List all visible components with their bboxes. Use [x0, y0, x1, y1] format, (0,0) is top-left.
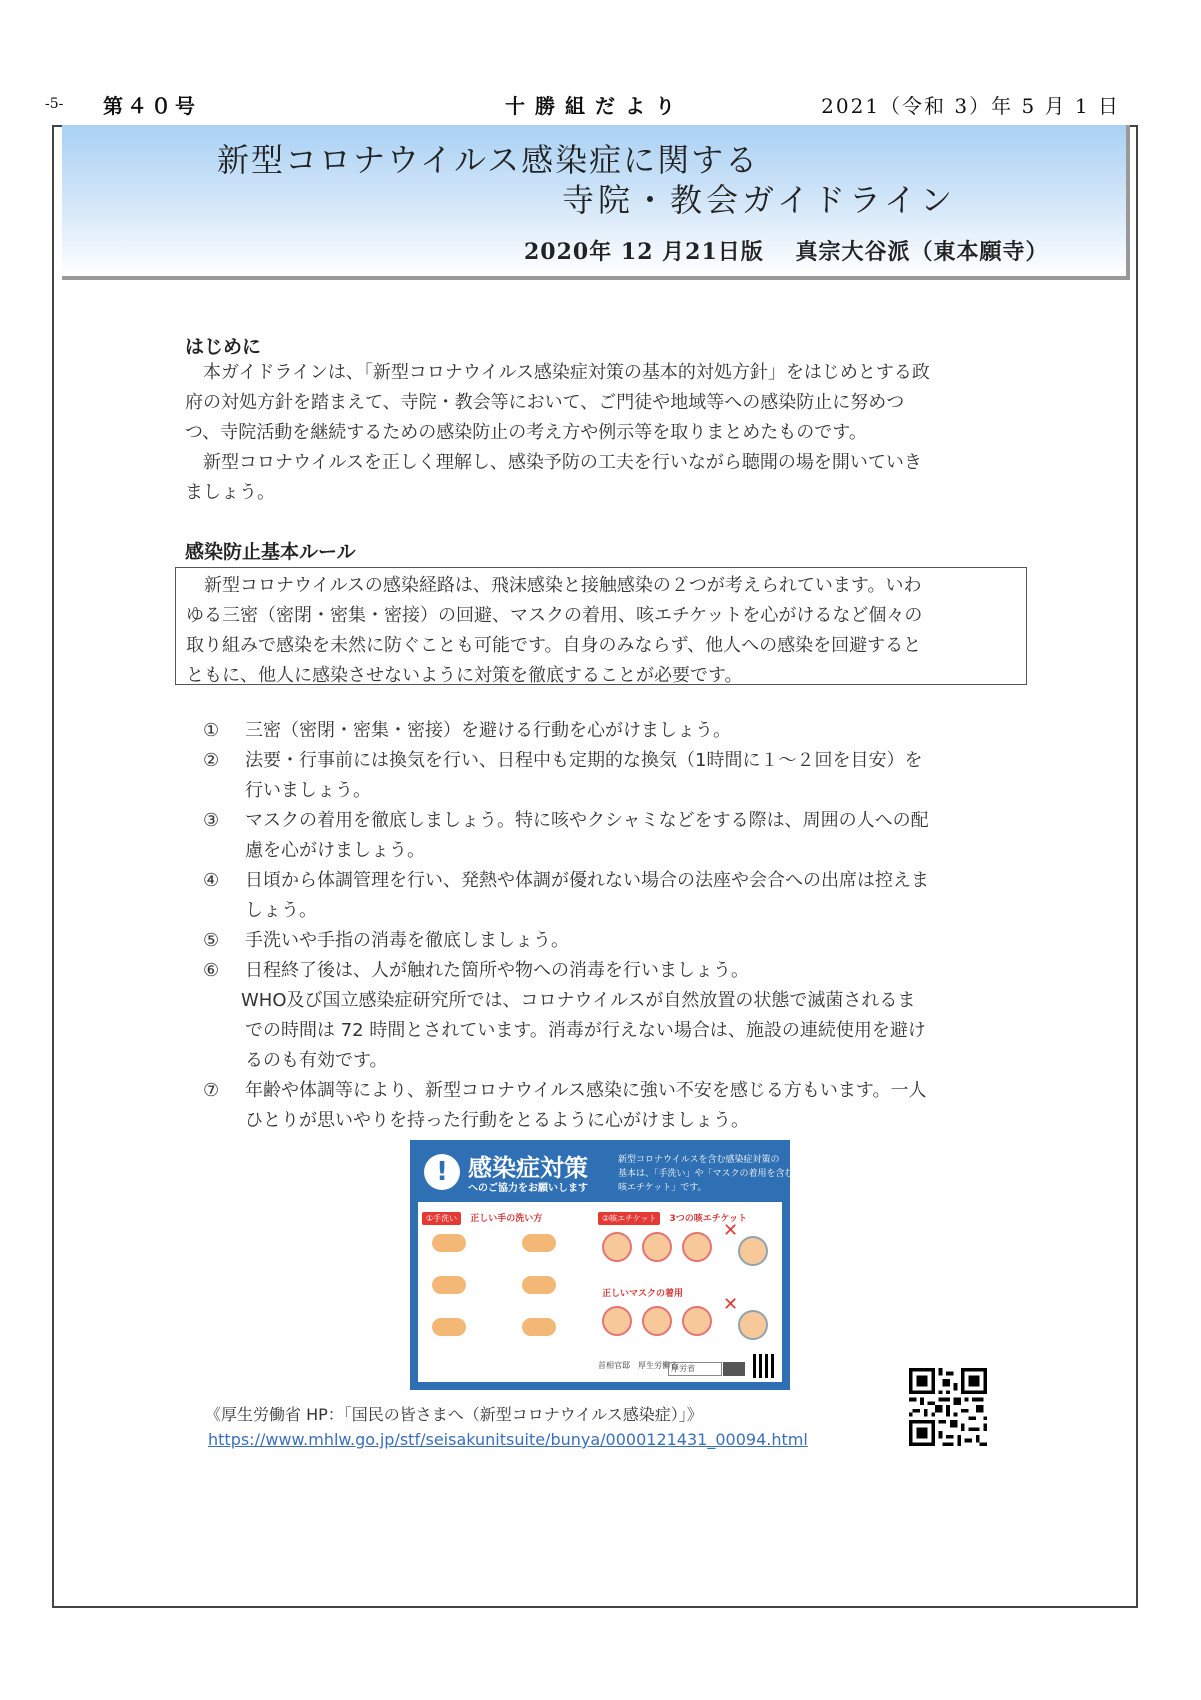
issue-date: 2021（令和 3）年 5 月 1 日: [821, 94, 1120, 118]
rules-heading: 感染防止基本ルール: [185, 541, 356, 563]
rules-list: [203, 716, 1043, 1136]
source-link[interactable]: https://www.mhlw.go.jp/stf/seisakunitsuite/bunya/0000121431_00094.html: [208, 1430, 808, 1449]
title-line-1: 新型コロナウイルス感染症に関する: [217, 141, 760, 179]
rules-box-line: 取り組みで感染を未然に防ぐことも可能です。自身のみならず、他人への感染を回避すると: [186, 635, 922, 656]
rules-box-line: ともに、他人に感染させないように対策を徹底することが必要です。: [186, 665, 743, 686]
item-text: マスクの着用を徹底しましょう。特に咳やクシャミなどをする際は、周囲の人への配: [245, 810, 929, 831]
child-icon: [738, 1310, 768, 1340]
poster-search-box: 厚労省: [668, 1362, 722, 1376]
list-item: [203, 866, 1043, 926]
infection-control-poster: [410, 1140, 794, 1390]
intro-line: 府の対処方針を踏まえて、寺院・教会等において、ご門徒や地域等への感染防止に努めつ: [185, 392, 905, 413]
page-header: [45, 90, 1120, 122]
hand-icon: [522, 1276, 556, 1294]
item-text: ひとりが思いやりを持った行動をとるように心がけましょう。: [245, 1110, 749, 1131]
intro-heading: はじめに: [185, 336, 262, 358]
cough-tag: ②咳エチケット: [598, 1212, 660, 1225]
child-icon: [738, 1236, 768, 1266]
item-number: ②: [203, 750, 220, 771]
list-item: [203, 806, 1043, 866]
hand-icon: [522, 1318, 556, 1336]
handwash-tag: ①手洗い: [422, 1212, 461, 1225]
hand-icon: [432, 1234, 466, 1252]
poster-qr-icon: [753, 1354, 777, 1378]
child-icon: [602, 1232, 632, 1262]
child-icon: [682, 1232, 712, 1262]
list-item: [203, 746, 1043, 806]
child-icon: [682, 1306, 712, 1336]
item-number: ④: [203, 870, 220, 891]
poster-desc: 新型コロナウイルスを含む感染症対策の: [618, 1155, 780, 1165]
intro-line: 本ガイドラインは、「新型コロナウイルス感染症対策の基本的対処方針」をはじめとする政: [185, 362, 930, 383]
item-number: ③: [203, 810, 220, 831]
child-icon: [642, 1232, 672, 1262]
item-number: ⑦: [203, 1080, 220, 1101]
cross-icon: ✕: [723, 1220, 739, 1241]
poster-title: 感染症対策: [468, 1154, 588, 1182]
hand-icon: [432, 1276, 466, 1294]
list-item: [203, 956, 1043, 1076]
rules-box-line: ゆる三密（密閉・密集・密接）の回避、マスクの着用、咳エチケットを心がけるなど個々の: [186, 605, 923, 626]
item-text: WHO及び国立感染症研究所では、コロナウイルスが自然放置の状態で滅菌されるま: [241, 990, 916, 1011]
item-text: での時間は 72 時間とされています。消毒が行えない場合は、施設の連続使用を避け: [245, 1020, 926, 1041]
item-text: 日程終了後は、人が触れた箇所や物への消毒を行いましょう。: [245, 960, 749, 981]
page-number: -5-: [45, 96, 64, 112]
item-number: ⑥: [203, 960, 220, 981]
item-number: ①: [203, 720, 220, 741]
item-number: ⑤: [203, 930, 220, 951]
poster-search-icon: [723, 1362, 745, 1376]
cough-caption: 3つの咳エチケット: [669, 1214, 747, 1224]
item-text: しょう。: [245, 900, 317, 921]
intro-line: ましょう。: [185, 482, 275, 503]
hand-icon: [522, 1234, 556, 1252]
handwash-caption: 正しい手の洗い方: [470, 1214, 543, 1224]
intro-line: つ、寺院活動を継続するための感染防止の考え方や例示等を取りまとめたものです。: [185, 422, 867, 443]
cross-icon: ✕: [723, 1294, 739, 1315]
item-text: 手洗いや手指の消毒を徹底しましょう。: [245, 930, 569, 951]
poster-desc: 基本は、「手洗い」や「マスクの着用を含む: [618, 1169, 794, 1179]
item-text: 行いましょう。: [245, 780, 371, 801]
poster-footer: 首相官邸 厚生労働省: [598, 1361, 678, 1370]
qr-code-icon: [906, 1368, 990, 1446]
item-text: 年齢や体調等により、新型コロナウイルス感染に強い不安を感じる方もいます。一人: [245, 1080, 927, 1101]
child-icon: [602, 1306, 632, 1336]
version-line: 2020年 12 月21日版 真宗大谷派（東本願寺）: [524, 239, 1049, 265]
intro-line: 新型コロナウイルスを正しく理解し、感染予防の工夫を行いながら聴聞の場を開いていき: [185, 452, 922, 473]
newsletter-title: 十勝組だより: [505, 94, 685, 118]
poster-subtitle: へのご協力をお願いします: [468, 1183, 588, 1194]
item-text: 日頃から体調管理を行い、発熱や体調が優れない場合の法座や会合への出席は控えま: [245, 870, 929, 891]
title-line-2: 寺院・教会ガイドライン: [562, 181, 957, 219]
list-item: [203, 926, 1043, 956]
hand-icon: [432, 1318, 466, 1336]
handwash-column: [422, 1206, 590, 1376]
poster-body: [418, 1202, 782, 1382]
cough-etiquette-column: [598, 1206, 778, 1376]
poster-desc: 咳エチケット」です。: [618, 1183, 707, 1193]
item-text: 三密（密閉・密集・密接）を避ける行動を心がけましょう。: [245, 720, 731, 741]
title-band: [62, 125, 1130, 280]
rules-box-line: 新型コロナウイルスの感染経路は、飛沫感染と接触感染の２つが考えられています。いわ: [186, 575, 922, 596]
mask-caption: 正しいマスクの着用: [602, 1289, 684, 1299]
rules-summary-box: [175, 567, 1027, 685]
list-item: [203, 1076, 1043, 1136]
item-text: 法要・行事前には換気を行い、日程中も定期的な換気（1時間に１～２回を目安）を: [245, 750, 923, 771]
issue-number: 第４０号: [103, 94, 199, 118]
source-citation: 《厚生労働省 HP：「国民の皆さまへ（新型コロナウイルス感染症）」》: [205, 1405, 703, 1424]
item-text: るのも有効です。: [245, 1050, 388, 1071]
child-icon: [642, 1306, 672, 1336]
intro-paragraph: [185, 358, 1025, 508]
item-text: 慮を心がけましょう。: [245, 840, 425, 861]
exclamation-icon: !: [424, 1154, 460, 1190]
list-item: [203, 716, 1043, 746]
